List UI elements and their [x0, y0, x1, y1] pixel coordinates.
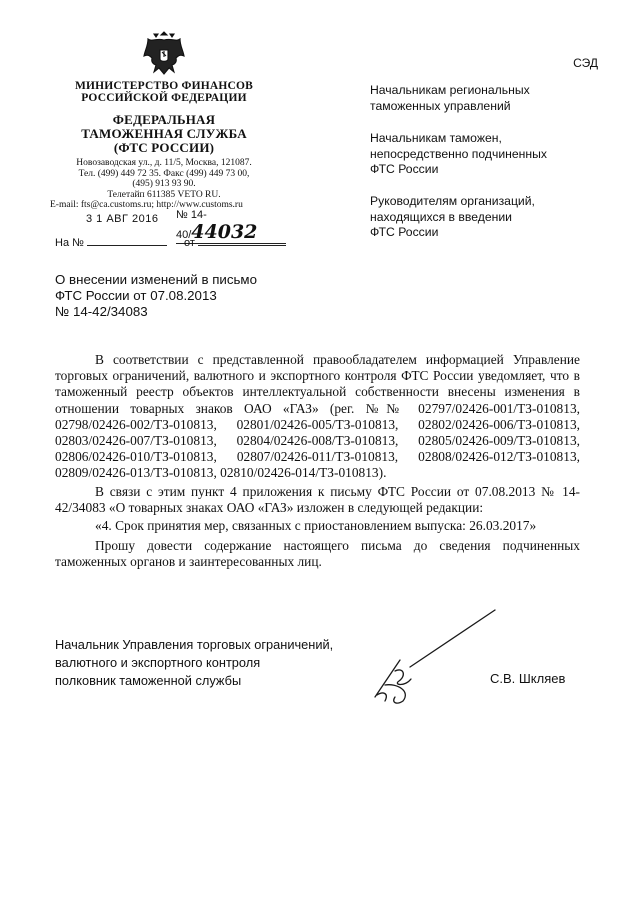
signatory-line-2: валютного и экспортного контроля: [55, 655, 261, 670]
sender-phone: Тел. (499) 449 72 35. Факс (499) 449 73 00,: [78, 168, 250, 179]
letter-body: [55, 352, 580, 571]
reference-number-label: На №: [55, 237, 84, 249]
body-paragraph-1: В соответствии с представленной правообладателем информацией Управление торговых ограничений, валютного и экспортного контроля ФТС России уведомляет, что в таможенный реестр объектов интеллектуальной собственности внесены изменения в отношении товарных знаков ОАО «ГАЗ» (рег. №№ 02797/02426-001/ТЗ-010813, 02798/02426-002/ТЗ-010813, 02801/02426-005/ТЗ-010813, 02802/02426-006/ТЗ-010813, 02803/02426-007/ТЗ-010813, 02804/02426-008/ТЗ-010813, 02805/02426-009/ТЗ-010813, 02806/02426-010/ТЗ-010813, 02807/02426-011/ТЗ-010813, 02808/02426-012/ТЗ-010813, 02809/02426-013/ТЗ-010813, 02810/02426-014/ТЗ-010813).: [55, 352, 580, 481]
recipient-line: Начальникам региональных: [370, 83, 530, 97]
signatory-line-3: полковник таможенной службы: [55, 673, 242, 688]
recipient-block-2: [370, 131, 600, 178]
registration-number-handwritten: 44032: [191, 221, 258, 243]
recipient-line: таможенных управлений: [370, 98, 511, 113]
handwritten-signature: [355, 605, 505, 710]
recipient-block-1: [370, 83, 600, 114]
reference-date-blank: [198, 245, 286, 246]
recipient-block-3: [370, 194, 600, 241]
ministry-line-2: РОССИЙСКОЙ ФЕДЕРАЦИИ: [81, 92, 247, 104]
sender-contacts: [50, 158, 278, 211]
letter-subject: [55, 272, 257, 320]
service-line-2: ТАМОЖЕННАЯ СЛУЖБА: [81, 126, 247, 141]
ministry-name: [50, 80, 278, 104]
body-paragraph-3: «4. Срок принятия мер, связанных с приостановлением выпуска: 26.03.2017»: [95, 518, 537, 534]
sender-teletype: Телетайп 611385 VETO RU.: [107, 189, 221, 200]
recipient-line: ФТС России: [370, 162, 439, 176]
sed-mark: СЭД: [573, 56, 598, 70]
sender-phone-2: (495) 913 93 90.: [132, 179, 196, 189]
subject-line: ФТС России от 07.08.2013: [55, 288, 217, 303]
recipient-line: Начальникам таможен,: [370, 131, 502, 145]
recipient-line: находящихся в введении: [370, 209, 512, 224]
reference-date-label: от: [183, 237, 195, 249]
ministry-line-1: МИНИСТЕРСТВО ФИНАНСОВ: [74, 80, 254, 92]
sender-address: Новозаводская ул., д. 11/5, Москва, 121087.: [76, 158, 252, 168]
subject-line: О внесении изменений в письмо: [55, 272, 257, 287]
body-paragraph-4: Прошу довести содержание настоящего письма до сведения подчиненных таможенных органов и заинтересованных лиц.: [55, 538, 580, 570]
sender-email: E-mail: fts@ca.customs.ru; http://www.customs.ru: [50, 200, 243, 210]
date-stamp: 3 1 АВГ 2016: [86, 213, 159, 225]
signatory-title: [55, 636, 333, 690]
signatory-line-1: Начальник Управления торговых ограничений,: [55, 637, 334, 652]
service-line-3: (ФТС РОССИИ): [113, 140, 215, 155]
recipient-line: ФТС России: [370, 225, 439, 239]
body-paragraph-2: В связи с этим пункт 4 приложения к письму ФТС России от 07.08.2013 № 14-42/34083 «О товарных знаках ОАО «ГАЗ» изложен в следующей редакции:: [55, 483, 580, 515]
registration-number-prefix: № 14-40/: [176, 209, 207, 241]
service-line-1: ФЕДЕРАЛЬНАЯ: [112, 112, 216, 127]
signatory-name: С.В. Шкляев: [490, 671, 566, 686]
service-name: [50, 113, 278, 155]
recipient-line: непосредственно подчиненных: [370, 146, 547, 161]
russian-eagle-emblem-icon: [142, 28, 186, 78]
subject-line: № 14-42/34083: [55, 304, 148, 319]
recipient-line: Руководителям организаций,: [370, 194, 535, 208]
reference-number-blank: [87, 245, 167, 246]
reference-line: [55, 237, 286, 249]
